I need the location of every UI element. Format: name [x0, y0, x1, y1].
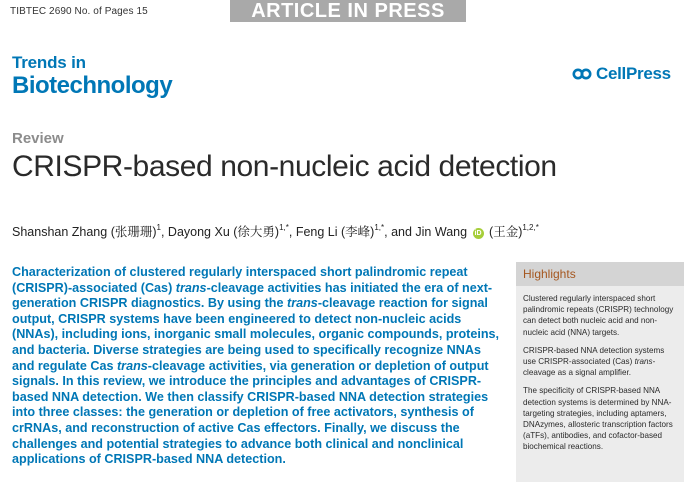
abstract-segment: -cleavage activities has initiated the era of next-generation CRISPR diagnostics. By using the: [12, 280, 493, 311]
cellpress-logo-icon: [572, 64, 592, 84]
highlight-text: -cleavage as a signal amplifier.: [523, 357, 656, 378]
highlight-text: Clustered regularly interspaced short palindromic repeats (CRISPR) technology can detect both nucleic acid and non-nucleic acid (NNA) targets.: [523, 294, 674, 337]
abstract-segment: Characterization of clustered regularly interspaced short palindromic repeat: [12, 265, 468, 279]
abstract-segment: (CRISPR)-associated (Cas): [12, 280, 176, 295]
highlight-item: [516, 293, 684, 338]
author-list: [12, 222, 539, 240]
highlight-italic: trans: [634, 357, 653, 367]
author-separator: ,: [288, 225, 296, 239]
author-affiliation: 1: [156, 223, 161, 232]
journal-name-line1: Trends in: [12, 53, 86, 72]
article-in-press-banner: ARTICLE IN PRESS: [230, 0, 466, 22]
author-separator: , and: [384, 225, 416, 239]
abstract-segment: -cleavage reaction for signal output, CRISPR systems have been engineered to detect non-nucleic acids (NNAs), including ions, inorganic small molecules, organic compounds, proteins, and bacteria. Diverse strategies are being used to specifically recognize NNAs and regulate Cas: [12, 296, 500, 373]
author-affiliation: 1,2,*: [522, 223, 539, 232]
highlight-item: [516, 385, 684, 452]
author-affiliation: 1,*: [374, 223, 385, 232]
abstract-italic: trans: [287, 296, 318, 311]
highlight-text: CRISPR-based NNA detection systems use CRISPR-associated (Cas): [523, 345, 665, 367]
author-name[interactable]: Jin Wang: [415, 225, 468, 239]
journal-name[interactable]: [12, 54, 172, 100]
highlights-heading: Highlights: [516, 262, 684, 286]
author-name-chinese: (王金): [489, 225, 523, 239]
abstract-text: [12, 265, 502, 468]
orcid-icon[interactable]: iD: [474, 230, 482, 237]
highlights-box: [516, 262, 684, 482]
abstract: [12, 265, 502, 468]
manuscript-reference: TIBTEC 2690 No. of Pages 15: [10, 6, 148, 17]
author-separator: ,: [160, 225, 168, 239]
highlight-item: [516, 345, 684, 379]
abstract-segment: -cleavage activities, via generation or depletion of output signals. In this review, we introduce the principles and advantages of CRISPR-based NNA detection. We then classify CRISPR-based NNA detection strategies into three classes: the generation or depletion of free activators, synthesis of crRNAs, and reconstruction of active Cas effectors. Finally, we discuss the challenges and potential strategies to advance both clinical and nonclinical applications of CRISPR-based NNA detection.: [12, 358, 489, 467]
abstract-italic: trans: [116, 358, 148, 373]
author-name[interactable]: Feng Li (李峰): [295, 225, 375, 239]
author-name[interactable]: Dayong Xu (徐大勇): [167, 225, 280, 239]
publisher-logo[interactable]: [572, 64, 671, 84]
top-bar: [0, 0, 700, 26]
journal-name-line2: Biotechnology: [12, 72, 173, 99]
author-name[interactable]: Shanshan Zhang (张珊珊): [12, 225, 157, 239]
author-affiliation: 1,*: [279, 223, 289, 232]
article-title: CRISPR-based non-nucleic acid detection: [12, 150, 557, 183]
publisher-name: CellPress: [596, 64, 671, 83]
highlight-text: The specificity of CRISPR-based NNA detection systems is determined by NNA-targeting strategies, including aptamers, DNAzymes, allosteric transcription factors (aTFs), antibodies, and cofactor-based biochemical reactions.: [523, 386, 673, 452]
abstract-italic: trans: [175, 280, 207, 295]
article-section: Review: [12, 130, 64, 147]
